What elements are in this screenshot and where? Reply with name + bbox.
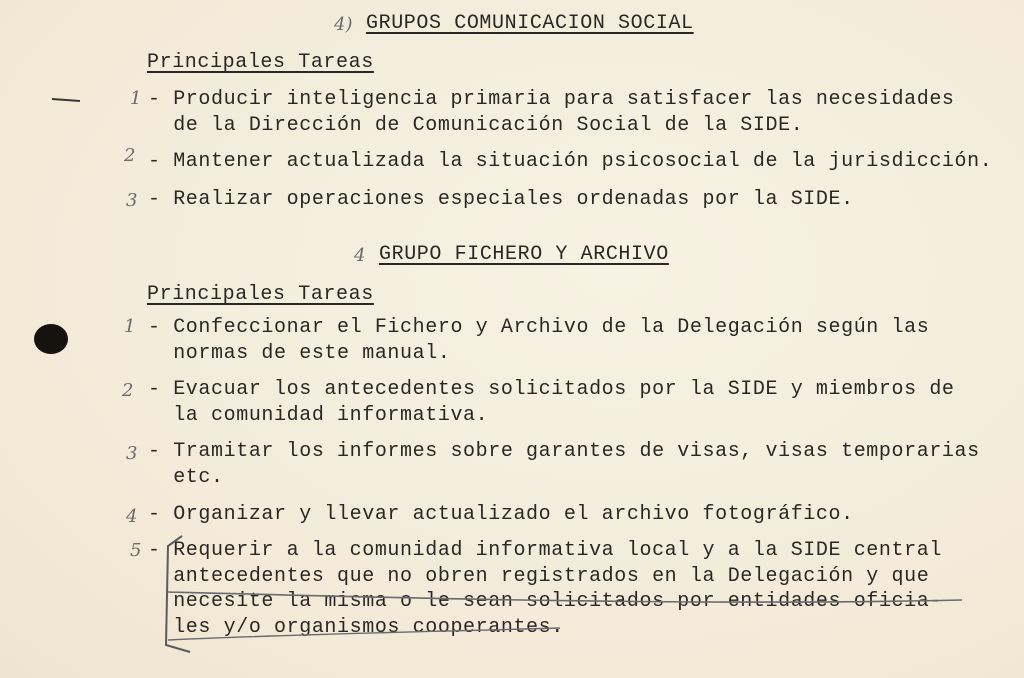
task-line: - Requerir a la comunidad informativa local y a la SIDE central	[148, 539, 942, 562]
section-subtitle-tareas: Principales Tareas	[147, 283, 374, 306]
task-line: - Evacuar los antecedentes solicitados por la SIDE y miembros de	[148, 378, 955, 401]
task-line: - Mantener actualizada la situación psicosocial de la jurisdicción.	[148, 150, 993, 173]
task-mark: 4	[126, 506, 138, 527]
task-mark: 5	[130, 540, 142, 561]
task-line: - Producir inteligencia primaria para satisfacer las necesidades	[148, 88, 955, 111]
section-number-handwritten: 4	[354, 245, 366, 266]
section-subtitle-tareas: Principales Tareas	[147, 51, 374, 74]
task-line: - Realizar operaciones especiales ordenadas por la SIDE.	[148, 188, 854, 211]
task-line: - Organizar y llevar actualizado el archivo fotográfico.	[148, 503, 854, 526]
task-mark: 1	[124, 316, 136, 337]
task-mark: 3	[126, 190, 138, 211]
section-number-handwritten: 4)	[334, 14, 353, 35]
section-title-comunicacion-social: GRUPOS COMUNICACION SOCIAL	[366, 12, 694, 35]
task-mark: 1	[130, 88, 142, 109]
task-line: les y/o organismos cooperantes.	[148, 616, 564, 639]
task-line: la comunidad informativa.	[148, 404, 489, 427]
task-line: de la Dirección de Comunicación Social de la SIDE.	[148, 114, 804, 137]
section-title-fichero-archivo: GRUPO FICHERO Y ARCHIVO	[379, 243, 669, 266]
task-line: antecedentes que no obren registrados en la Delegación y que	[148, 565, 930, 588]
task-line: etc.	[148, 466, 224, 489]
task-mark: 3	[126, 443, 138, 464]
task-line: normas de este manual.	[148, 342, 451, 365]
task-line: - Tramitar los informes sobre garantes de visas, visas temporarias	[148, 440, 980, 463]
task-line: necesite la misma o le sean solicitados por entidades oficia-	[148, 590, 942, 613]
task-mark: 2	[122, 380, 134, 401]
task-mark: 2	[124, 145, 136, 166]
task-line: - Confeccionar el Fichero y Archivo de la Delegación según las	[148, 316, 930, 339]
